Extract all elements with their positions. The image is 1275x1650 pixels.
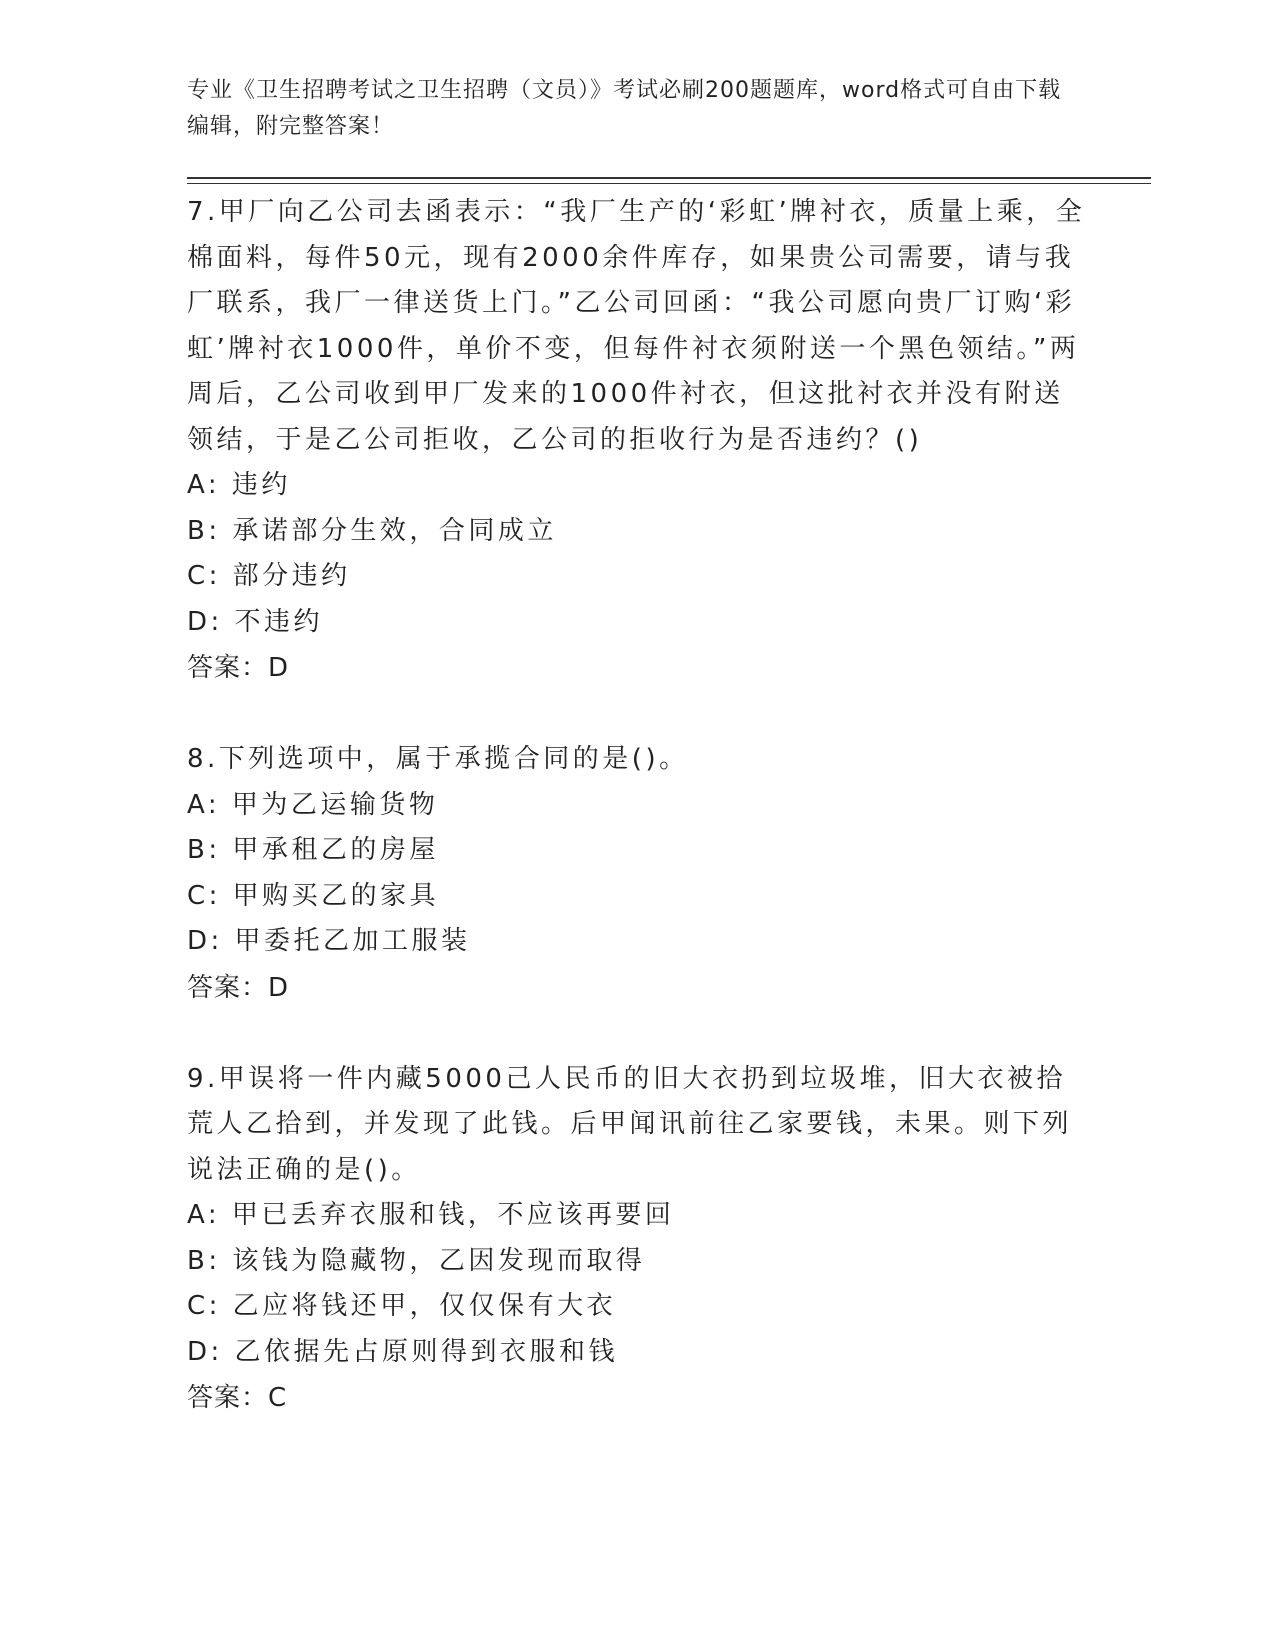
header-rule-thick <box>187 177 1151 179</box>
answer: 答案：D <box>187 972 290 1003</box>
question-list <box>187 190 1087 1467</box>
option-d: D: 甲委托乙加工服装 <box>187 926 471 956</box>
option-c: C: 甲购买乙的家具 <box>187 880 440 911</box>
option-d: D: 不违约 <box>187 606 324 637</box>
document-header: 专业《卫生招聘考试之卫生招聘（文员）》考试必刷200题题库，word格式可自由下载编辑，附完整答案！ <box>187 78 1062 139</box>
question-text: 7.甲厂向乙公司去函表示：“我厂生产的‘彩虹’牌衬衣，质量上乘，全棉面料，每件50元，现有2000余件库存，如果贵公司需要，请与我厂联系，我厂一律送货上门。”乙公司回函：“我公司愿向贵厂订购‘彩虹’牌衬衣1000件，单价不变，但每件衬衣须附送一个黑色领结。”两周后，乙公司收到甲厂发来的1000件衬衣，但这批衬衣并没有附送领结，于是乙公司拒收，乙公司的拒收行为是否违约？() <box>187 197 1086 455</box>
option-b: B: 甲承租乙的房屋 <box>187 835 439 865</box>
answer: 答案：C <box>187 1383 288 1413</box>
question-item <box>187 190 1087 691</box>
option-a: A: 甲已丢弃衣服和钱，不应该再要回 <box>187 1200 675 1230</box>
question-item <box>187 737 1087 1011</box>
question-item <box>187 1057 1087 1422</box>
option-c: C: 乙应将钱还甲，仅仅保有大衣 <box>187 1291 617 1321</box>
question-text: 9.甲误将一件内藏5000己人民币的旧大衣扔到垃圾堆，旧大衣被拾荒人乙拾到，并发现了此钱。后甲闻讯前往乙家要钱，未果。则下列说法正确的是()。 <box>187 1063 1073 1185</box>
option-a: A: 甲为乙运输货物 <box>187 789 439 820</box>
header-rule-thin <box>187 183 1151 184</box>
option-b: B: 该钱为隐藏物，乙因发现而取得 <box>187 1245 646 1276</box>
answer: 答案：D <box>187 653 290 683</box>
option-c: C: 部分违约 <box>187 561 351 591</box>
option-a: A: 违约 <box>187 470 291 500</box>
option-b: B: 承诺部分生效，合同成立 <box>187 515 557 546</box>
question-text: 8.下列选项中，属于承揽合同的是()。 <box>187 744 689 774</box>
option-d: D: 乙依据先占原则得到衣服和钱 <box>187 1336 619 1367</box>
